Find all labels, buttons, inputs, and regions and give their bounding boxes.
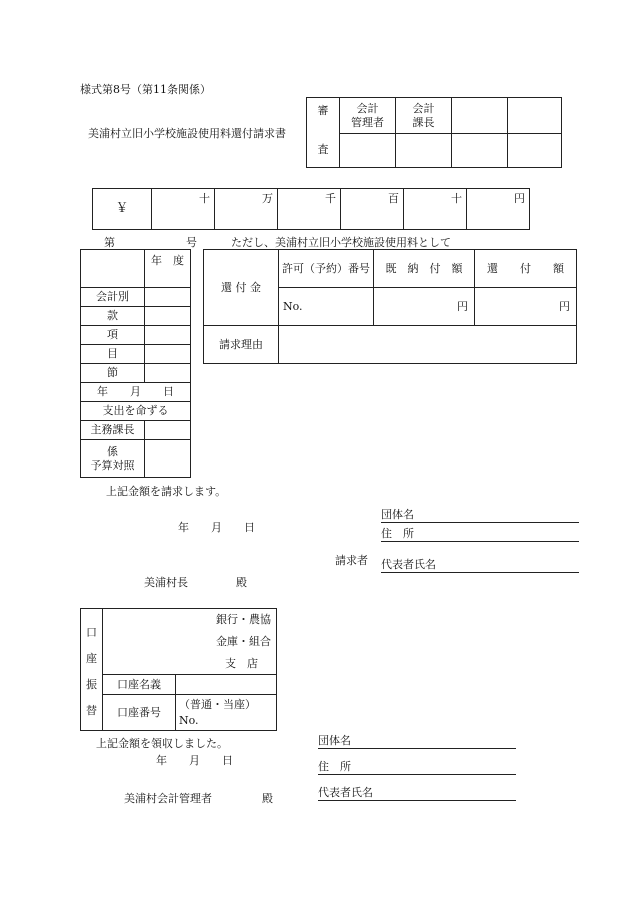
row-budget: 係 予算対照 bbox=[81, 440, 145, 478]
accounting-table bbox=[80, 249, 191, 478]
row-blank bbox=[145, 440, 191, 478]
requester-org: 団体名 bbox=[381, 508, 579, 523]
review-section-chief: 会計 課長 bbox=[396, 98, 452, 134]
review-seal-1 bbox=[340, 134, 396, 168]
receiver-org: 団体名 bbox=[318, 734, 516, 749]
requester-address: 住 所 bbox=[381, 527, 579, 542]
row-chief: 主務課長 bbox=[81, 421, 145, 440]
row-kaikei: 会計別 bbox=[81, 288, 145, 307]
row-moku: 目 bbox=[81, 345, 145, 364]
receiver-address: 住 所 bbox=[318, 760, 516, 775]
row-date: 年 月 日 bbox=[81, 383, 191, 402]
row-kou: 項 bbox=[81, 326, 145, 345]
side-char: 振 bbox=[86, 677, 97, 691]
form-title: 美浦村立旧小学校施設使用料還付請求書 bbox=[88, 127, 286, 140]
reason-value bbox=[279, 326, 577, 364]
review-label bbox=[307, 98, 340, 168]
reason-label: 請求理由 bbox=[204, 326, 279, 364]
receipt-statement: 上記金額を領収しました。 bbox=[96, 737, 228, 750]
permit-header: 許可（予約）番号 bbox=[279, 250, 374, 288]
number-label: 口座番号 bbox=[103, 695, 176, 731]
digit-cell: 百 bbox=[341, 189, 404, 230]
addressee-accountant: 美浦村会計管理者 bbox=[124, 792, 212, 805]
row-blank bbox=[145, 288, 191, 307]
side-char: 座 bbox=[86, 651, 97, 665]
paid-header: 既 納 付 額 bbox=[374, 250, 475, 288]
review-label-bottom: 査 bbox=[317, 143, 329, 157]
receiver-rep: 代表者氏名 bbox=[318, 786, 516, 801]
digit-cell: 万 bbox=[215, 189, 278, 230]
row-order: 支出を命ずる bbox=[81, 402, 191, 421]
review-seal-2 bbox=[396, 134, 452, 168]
digit-cell: 十 bbox=[152, 189, 215, 230]
permit-value: No. bbox=[279, 288, 374, 326]
side-char: 口 bbox=[86, 625, 97, 639]
review-seal-4 bbox=[508, 134, 562, 168]
number-go: 号 bbox=[186, 236, 197, 249]
row-setsu: 節 bbox=[81, 364, 145, 383]
purpose-text: ただし、美浦村立旧小学校施設使用料として bbox=[231, 236, 451, 249]
row-kan: 款 bbox=[81, 307, 145, 326]
dono-1: 殿 bbox=[236, 576, 247, 589]
row-blank bbox=[145, 307, 191, 326]
refund-table bbox=[203, 249, 577, 364]
account-no: No. bbox=[179, 713, 199, 727]
requester-rep: 代表者氏名 bbox=[381, 558, 579, 573]
refund-label: 還 付 金 bbox=[204, 250, 279, 326]
refund-header: 還 付 額 bbox=[475, 250, 577, 288]
review-blank-2 bbox=[508, 98, 562, 134]
request-date: 年 月 日 bbox=[178, 521, 255, 534]
row-blank bbox=[145, 326, 191, 345]
digit-cell: 十 bbox=[404, 189, 467, 230]
amount-table bbox=[92, 188, 530, 230]
account-side-label bbox=[81, 609, 103, 731]
side-char: 替 bbox=[86, 703, 97, 717]
dono-2: 殿 bbox=[262, 792, 273, 805]
yen-symbol: ￥ bbox=[93, 189, 152, 230]
form-number: 様式第8号（第11条関係） bbox=[80, 83, 211, 96]
paid-value: 円 bbox=[374, 288, 475, 326]
account-table bbox=[80, 608, 277, 731]
holder-label: 口座名義 bbox=[103, 675, 176, 695]
nendo-label: 年 度 bbox=[145, 250, 191, 288]
bank-line-1: 銀行・農協 bbox=[103, 609, 277, 631]
branch-line: 支 店 bbox=[103, 653, 277, 675]
number-value bbox=[176, 695, 277, 731]
review-table bbox=[306, 97, 562, 168]
row-blank bbox=[145, 364, 191, 383]
requester-label: 請求者 bbox=[335, 554, 368, 567]
review-blank-1 bbox=[452, 98, 508, 134]
digit-cell: 千 bbox=[278, 189, 341, 230]
account-type: （普通・当座） bbox=[179, 697, 256, 711]
review-label-top: 審 bbox=[317, 104, 329, 117]
refund-value: 円 bbox=[475, 288, 577, 326]
number-dai: 第 bbox=[104, 236, 115, 249]
review-accountant: 会計 管理者 bbox=[340, 98, 396, 134]
addressee-village: 美浦村長 bbox=[144, 576, 188, 589]
row-blank bbox=[145, 421, 191, 440]
request-statement: 上記金額を請求します。 bbox=[106, 485, 227, 498]
bank-line-2: 金庫・組合 bbox=[103, 631, 277, 653]
digit-cell: 円 bbox=[467, 189, 530, 230]
review-seal-3 bbox=[452, 134, 508, 168]
row-blank bbox=[145, 345, 191, 364]
receipt-date: 年 月 日 bbox=[156, 754, 233, 767]
holder-value bbox=[176, 675, 277, 695]
nendo-blank bbox=[81, 250, 145, 288]
